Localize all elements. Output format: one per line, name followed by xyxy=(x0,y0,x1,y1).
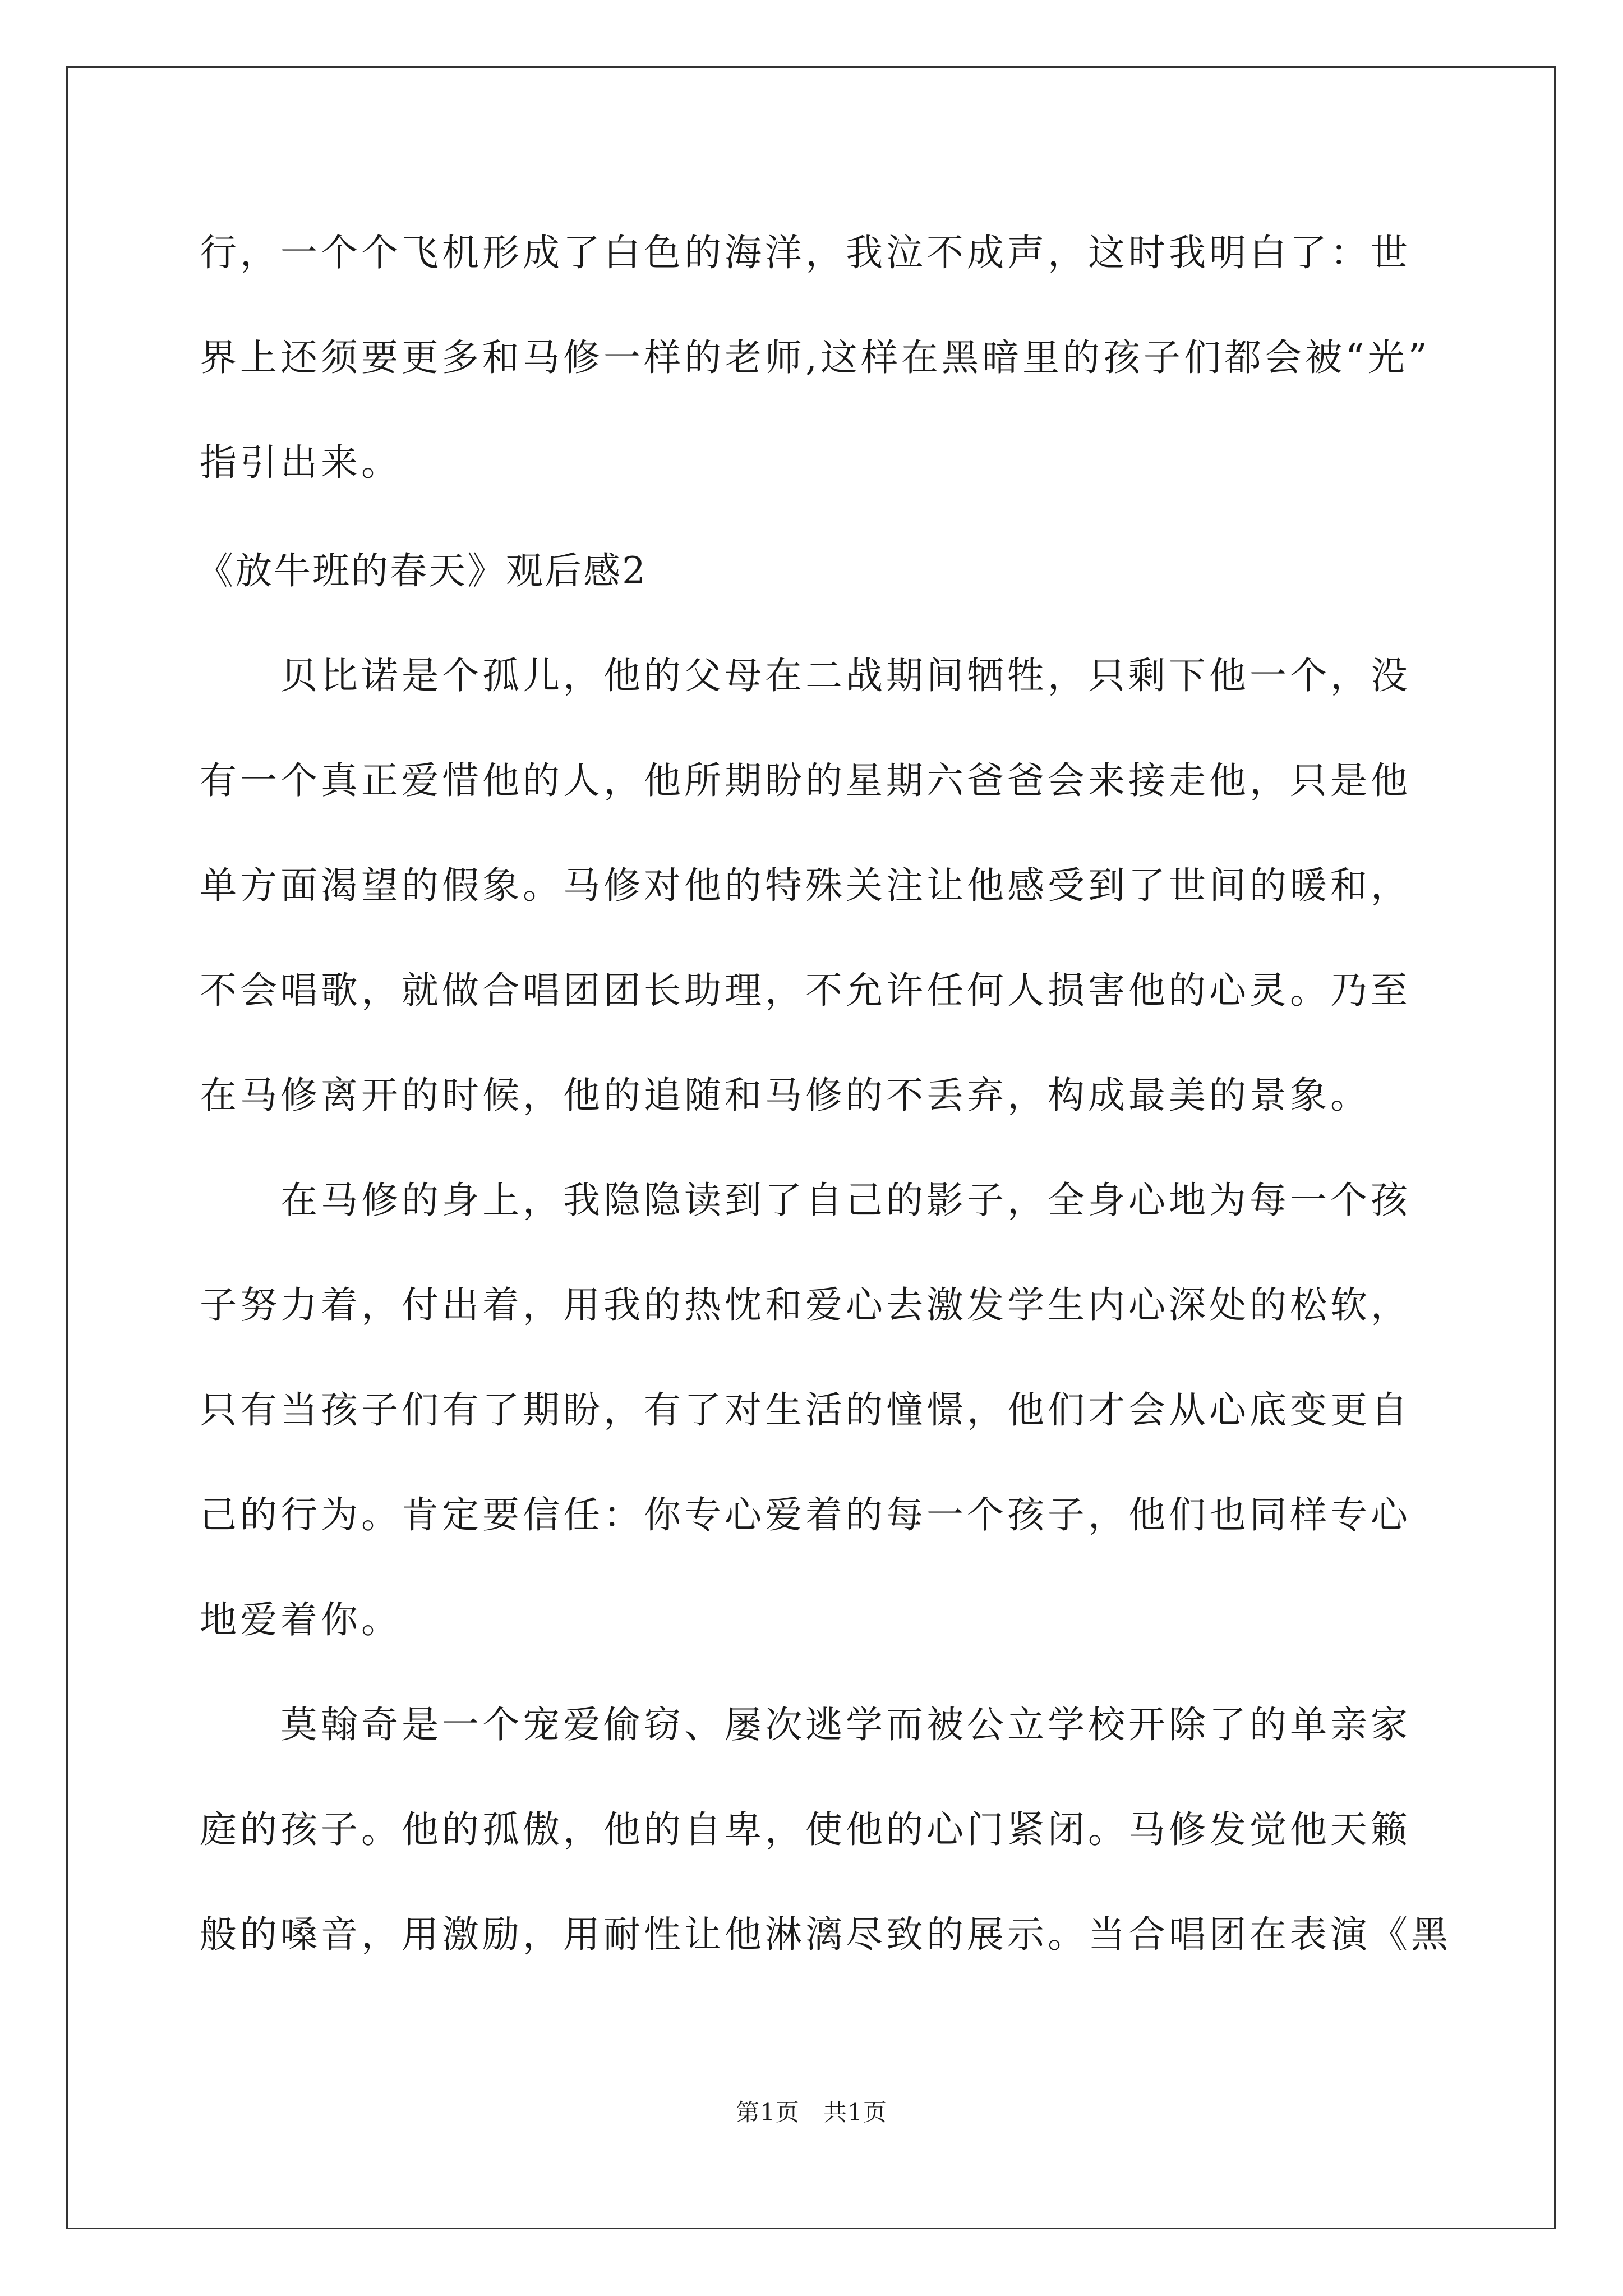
text-line: 在马修的身上，我隐隐读到了自己的影子，全身心地为每一个孩 xyxy=(280,1179,1411,1222)
text-line: 界上还须要更多和马修一样的老师,这样在黑暗里的孩子们都会被“光” xyxy=(200,336,1431,379)
text-line: 不会唱歌，就做合唱团团长助理，不允许任何人损害他的心灵。乃至 xyxy=(200,969,1411,1012)
text-line: 地爱着你。 xyxy=(200,1598,402,1641)
page-number: 第1页 xyxy=(736,2099,800,2126)
text-line: 只有当孩子们有了期盼，有了对生活的憧憬，他们才会从心底变更自 xyxy=(200,1388,1411,1432)
text-line: 般的嗓音，用激励，用耐性让他淋漓尽致的展示。当合唱团在表演《黑 xyxy=(200,1913,1451,1956)
page-footer xyxy=(0,2101,1623,2124)
text-line: 贝比诺是个孤儿，他的父母在二战期间牺牲，只剩下他一个，没 xyxy=(280,654,1411,697)
text-line: 指引出来。 xyxy=(200,441,402,484)
text-line: 莫翰奇是一个宠爱偷窃、屡次逃学而被公立学校开除了的单亲家 xyxy=(280,1703,1411,1746)
page-total: 共1页 xyxy=(823,2099,887,2126)
text-line: 有一个真正爱惜他的人，他所期盼的星期六爸爸会来接走他，只是他 xyxy=(200,759,1411,802)
text-line: 单方面渴望的假象。马修对他的特殊关注让他感受到了世间的暖和， xyxy=(200,864,1411,907)
text-line: 子努力着，付出着，用我的热忱和爱心去激发学生内心深处的松软， xyxy=(200,1283,1411,1327)
text-line: 行，一个个飞机形成了白色的海洋，我泣不成声，这时我明白了：世 xyxy=(200,231,1411,274)
section-heading: 《放牛班的春天》观后感2 xyxy=(196,549,647,592)
text-line: 庭的孩子。他的孤傲，他的自卑，使他的心门紧闭。马修发觉他天籁 xyxy=(200,1808,1411,1851)
text-line: 在马修离开的时候，他的追随和马修的不丢弃，构成最美的景象。 xyxy=(200,1074,1371,1117)
text-line: 己的行为。肯定要信任：你专心爱着的每一个孩子，他们也同样专心 xyxy=(200,1493,1411,1536)
page-border xyxy=(66,66,1556,2229)
